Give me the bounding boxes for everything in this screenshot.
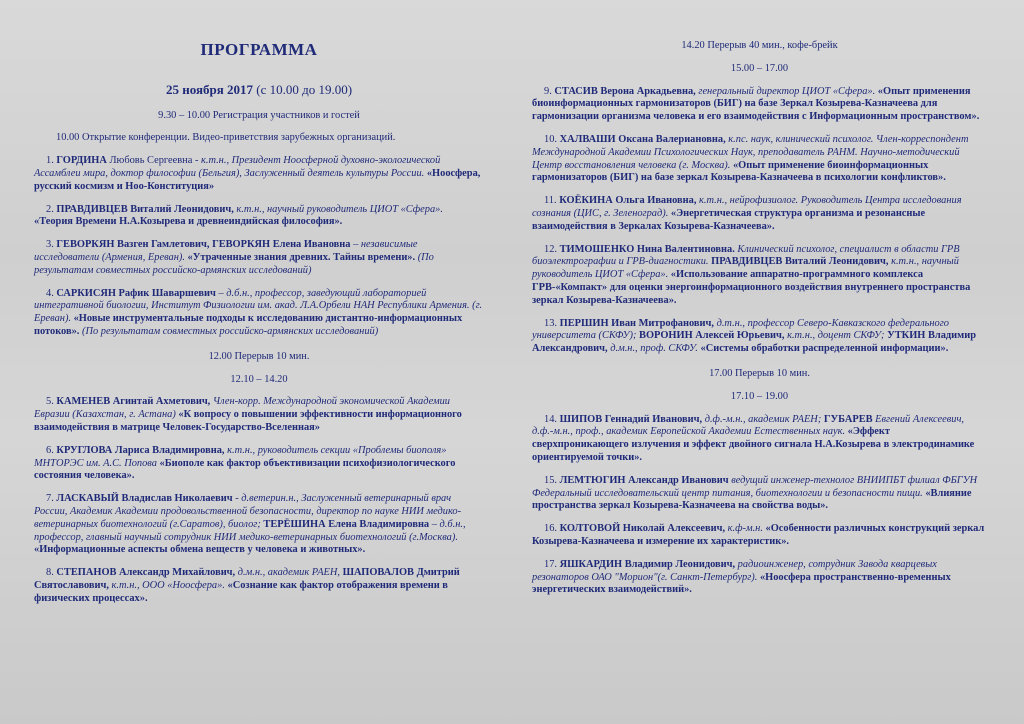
date-rest: (с 10.00 до 19.00) [253,81,353,97]
list-item: 13. ПЕРШИН Иван Митрофанович, д.т.н., профессор Северо-Кавказского федерального университета (СКФУ); ВОРОНИН Алексей Юрьевич, к.т.н., доцент СКФУ; УТКИН Владимир Александрович, д.м.н., проф. СКФУ. «Системы обработки распределенной информации». [532,317,977,355]
list-item: 12. ТИМОШЕНКО Нина Валентиновна. Клинический психолог, специалист в области ГРВ биоэлектрографии и ГРВ-диагностики. ПРАВДИВЦЕВ Виталий Леонидович, к.т.н., научный руководитель ЦИОТ «Сфера». «Использование аппаратно-программного комплекса ГРВ-«Компакт» для оценки энергоинформационного воздействия внутреннего пространства зеркал Козырева-Казначеева». [532,243,971,306]
list-item: 17. ЯШКАРДИН Владимир Леонидович, радиоинженер, сотрудник Завода кварцевых резонаторов ОАО "Морион"(г. Санкт-Петербург). «Ноосфера пространственно-временных энергетических взаимодействий». [532,558,951,596]
session-time: 17.10 – 19.00 [730,390,789,402]
right-column [532,0,987,597]
session-time: 15.00 – 17.00 [730,62,789,74]
list-item: 14. ШИПОВ Геннадий Иванович, д.ф.-м.н., академик РАЕН; ГУБАРЕВ Евгений Алексеевич, д.ф.-м.н., проф., академик Европейской Академии Естественных наук. «Эффект сверхпроникающего излучения и эффект двойного сигнала Н.А.Козырева в электродинамике ориентируемой точки». [532,413,975,463]
list-item: 6. КРУГЛОВА Лариса Владимировна, к.т.н., руководитель секции «Проблемы биополя» МНТОРЭС им. А.С. Попова «Биополе как фактор объективизации психофизиологического состояния человека». [34,444,456,482]
break-line: 17.00 Перерыв 10 мин. [709,367,810,379]
list-item: 9. СТАСИВ Верона Аркадьевна, генеральный директор ЦИОТ «Сфера». «Опыт применения биоинформационных гармонизаторов (БИГ) на базе Зеркал Козырева-Казначеева для гармонизации организма человека и его взаимодействия с Информационным пространством». [532,85,980,123]
break-line: 14.20 Перерыв 40 мин., кофе-брейк [681,40,838,51]
list-item: 1. ГОРДИНА Любовь Сергеевна - к.т.н., Президент Ноосферной духовно-экологической Ассамблеи мира, доктор философии (Бельгия), Заслуженный деятель культуры России. «Ноосфера, русский космизм и Ноо-Конституция» [34,155,481,192]
break-line: 12.00 Перерыв 10 мин. [208,350,310,362]
list-item: 7. ЛАСКАВЫЙ Владислав Николаевич - д.ветерин.н., Заслуженный ветеринарный врач России, Академик Академии продовольственной безопасности, директор по науке НИИ медико-ветеринарных биотехнологий (г.Саратов), биолог; ТЕРЁШИНА Елена Владимировна – д.б.н., профессор, главный научный сотрудник НИИ медико-ветеринарных биотехнологий (г.Москва). «Информационные аспекты обмена веществ у человека и животных». [34,493,466,556]
list-item: 15. ЛЕМТЮГИН Александр Иванович ведущий инженер-технолог ВНИИПБТ филиал ФБГУН Федеральный исследовательский центр питания, биотехнологии и безопасности пищи. «Влияние пространства зеркал Козырева-Казначеева на свойства воды». [532,474,978,512]
opening-line: 10.00 Открытие конференции. Видео-приветствия зарубежных организаций. [56,132,396,144]
list-item: 11. КОЁКИНА Ольга Ивановна, к.т.н., нейрофизиолог. Руководитель Центра исследования сознания (ЦИС, г. Зеленоград). «Энергетическая структура организма и резонансные взаимодействия в Зеркалах Козырева-Казначеева». [532,195,962,232]
list-item: 3. ГЕВОРКЯН Вазген Гамлетович, ГЕВОРКЯН Елена Ивановна – независимые исследователи (Армения, Ереван). «Утраченные знания древних. Тайны времени». (По результатам совместных российско-армянских исследований) [34,239,434,276]
list-item: 10. ХАЛВАШИ Оксана Валериановна, к.пс. наук, клинический психолог. Член-корреспондент Международной Академии Психологических Наук, преподаватель РАНМ. Научно-методический Центр восстановления человека (г. Москва). «Опыт применение биоинформационных гармонизаторов (БИГ) на базе зеркал Козырева-Казначеева в психологии конфликтов». [532,133,969,184]
date-bold: 25 ноября 2017 [165,81,253,97]
left-column [34,0,484,606]
session-time: 12.10 – 14.20 [230,373,288,385]
program-date [34,81,484,97]
registration-line: 9.30 – 10.00 Регистрация участников и гостей [158,109,360,121]
list-item: 4. САРКИСЯН Рафик Шаваршевич – д.б.н., профессор, заведующий лабораторией интегративной биологии, Институт Физиологии им. акад. Л.А.Орбели НАН Республики Армения. (г. Ереван). «Новые инструментальные подходы к исследованию дистантно-информационных потоков». (По результатам совместных российско-армянских исследований) [34,287,483,337]
list-item: 8. СТЕПАНОВ Александр Михайлович, д.м.н., академик РАЕН, ШАПОВАЛОВ Дмитрий Святославович, к.т.н., ООО «Ноосфера». «Сознание как фактор отображения времени в физических процессах». [34,567,460,604]
program-title: ПРОГРАММА [200,40,318,59]
list-item: 5. КАМЕНЕВ Агинтай Ахметович, Член-корр. Международной экономической Академии Евразии (Казахстан, г. Астана) «К вопросу о повышении эффективности информационного взаимодействия в матрице Человек-Государство-Вселенная» [34,396,462,433]
list-item: 2. ПРАВДИВЦЕВ Виталий Леонидович, к.т.н., научный руководитель ЦИОТ «Сфера». «Теория Времени Н.А.Козырева и древнеиндийская философия». [34,203,443,228]
list-item: 16. КОЛТОВОЙ Николай Алексеевич, к.ф-м.н. «Особенности различных конструкций зеркал Козырева-Казначеева и измерение их характеристик». [532,523,985,547]
